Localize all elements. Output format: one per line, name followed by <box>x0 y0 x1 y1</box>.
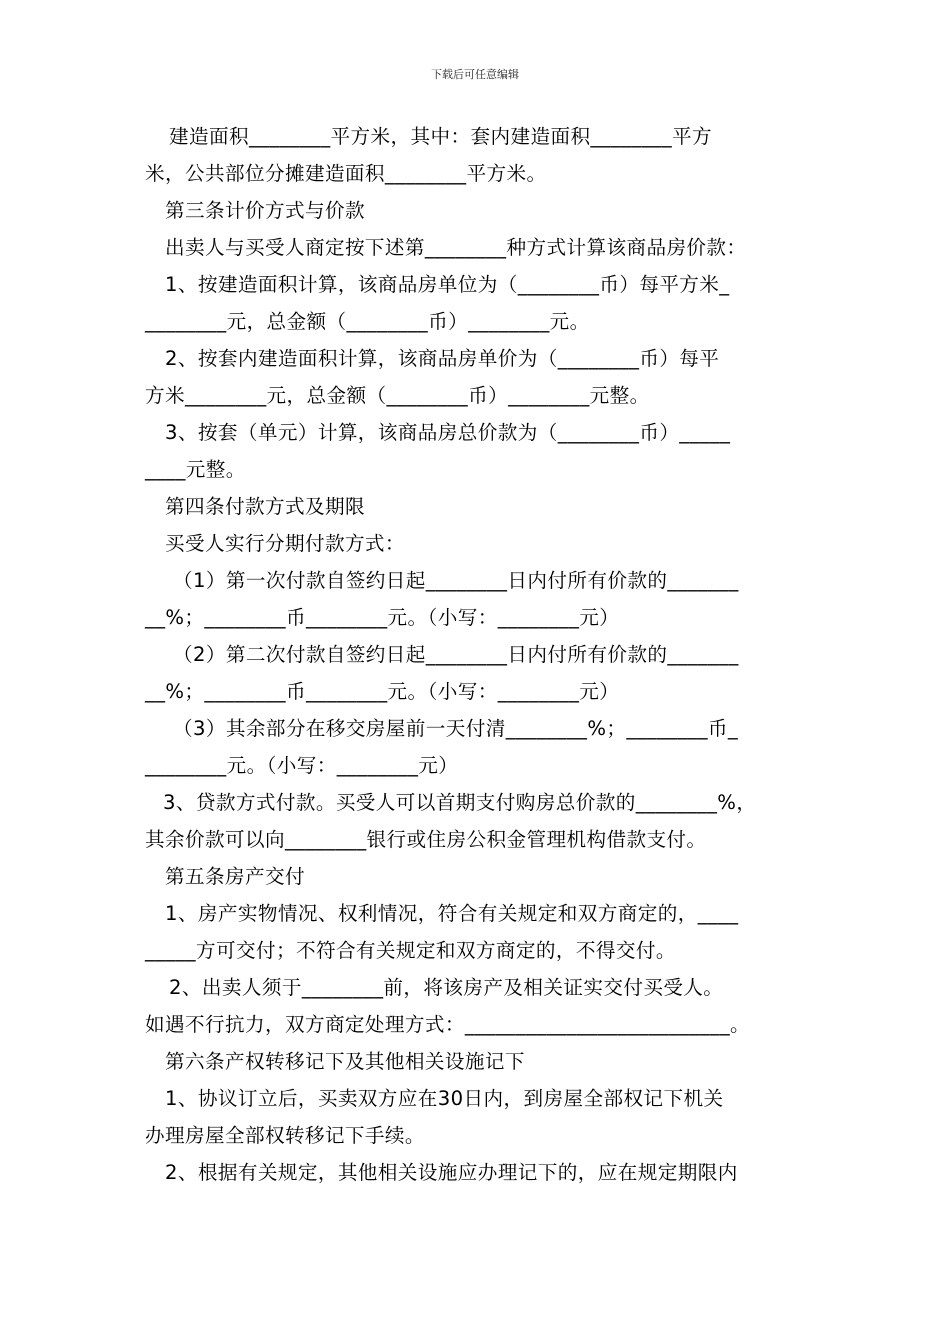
paragraph-line: 2、根据有关规定，其他相关设施应办理记下的，应在规定期限内 <box>165 1161 738 1184</box>
paragraph-line: 米，公共部位分摊建造面积________平方米。 <box>145 162 547 185</box>
paragraph-line: 其余价款可以向________银行或住房公积金管理机构借款支付。 <box>145 828 707 851</box>
section-heading: 第四条付款方式及期限 <box>165 495 365 518</box>
section-heading: 第三条计价方式与价款 <box>165 199 365 222</box>
paragraph-line: 3、按套（单元）计算，该商品房总价款为（________币）_____ <box>165 421 731 444</box>
paragraph-line: 方米________元，总金额（________币）________元整。 <box>145 384 650 407</box>
paragraph-line: 如遇不行抗力，双方商定处理方式：__________________________。 <box>145 1013 751 1036</box>
paragraph-line: 1、协议订立后，买卖双方应在30日内，到房屋全部权记下机关 <box>165 1087 724 1110</box>
paragraph-line: __%；________币________元。（小写：________元） <box>145 680 620 703</box>
paragraph-line: ________元，总金额（________币）________元。 <box>145 310 590 333</box>
paragraph-line: 办理房屋全部权转移记下手续。 <box>145 1124 425 1147</box>
section-heading: 第五条房产交付 <box>165 865 305 888</box>
paragraph-line: _____方可交付；不符合有关规定和双方商定的，不得交付。 <box>145 939 676 962</box>
paragraph-line: 1、按建造面积计算，该商品房单位为（________币）每平方米_ <box>165 273 730 296</box>
paragraph-line: 建造面积________平方米，其中：套内建造面积________平方 <box>169 125 713 148</box>
paragraph-line: （1）第一次付款自签约日起________日内付所有价款的_______ <box>173 569 739 592</box>
paragraph-line: 出卖人与买受人商定按下述第________种方式计算该商品房价款： <box>165 236 747 259</box>
paragraph-line: （3）其余部分在移交房屋前一天付清________%；________币_ <box>173 717 739 740</box>
paragraph-line: 3、贷款方式付款。买受人可以首期支付购房总价款的________%， <box>163 791 757 814</box>
paragraph-line: 买受人实行分期付款方式： <box>165 532 405 555</box>
page-header: 下载后可任意编辑 <box>431 68 519 81</box>
paragraph-line: （2）第二次付款自签约日起________日内付所有价款的_______ <box>173 643 739 666</box>
document-body <box>145 118 820 1191</box>
paragraph-line: ____元整。 <box>145 458 246 481</box>
paragraph-line: __%；________币________元。（小写：________元） <box>145 606 620 629</box>
paragraph-line: 2、出卖人须于________前，将该房产及相关证实交付买受人。 <box>169 976 724 999</box>
paragraph-line: 1、房产实物情况、权利情况，符合有关规定和双方商定的，____ <box>165 902 739 925</box>
paragraph-line: ________元。（小写：________元） <box>145 754 459 777</box>
section-heading: 第六条产权转移记下及其他相关设施记下 <box>165 1050 525 1073</box>
paragraph-line: 2、按套内建造面积计算，该商品房单价为（________币）每平 <box>165 347 720 370</box>
